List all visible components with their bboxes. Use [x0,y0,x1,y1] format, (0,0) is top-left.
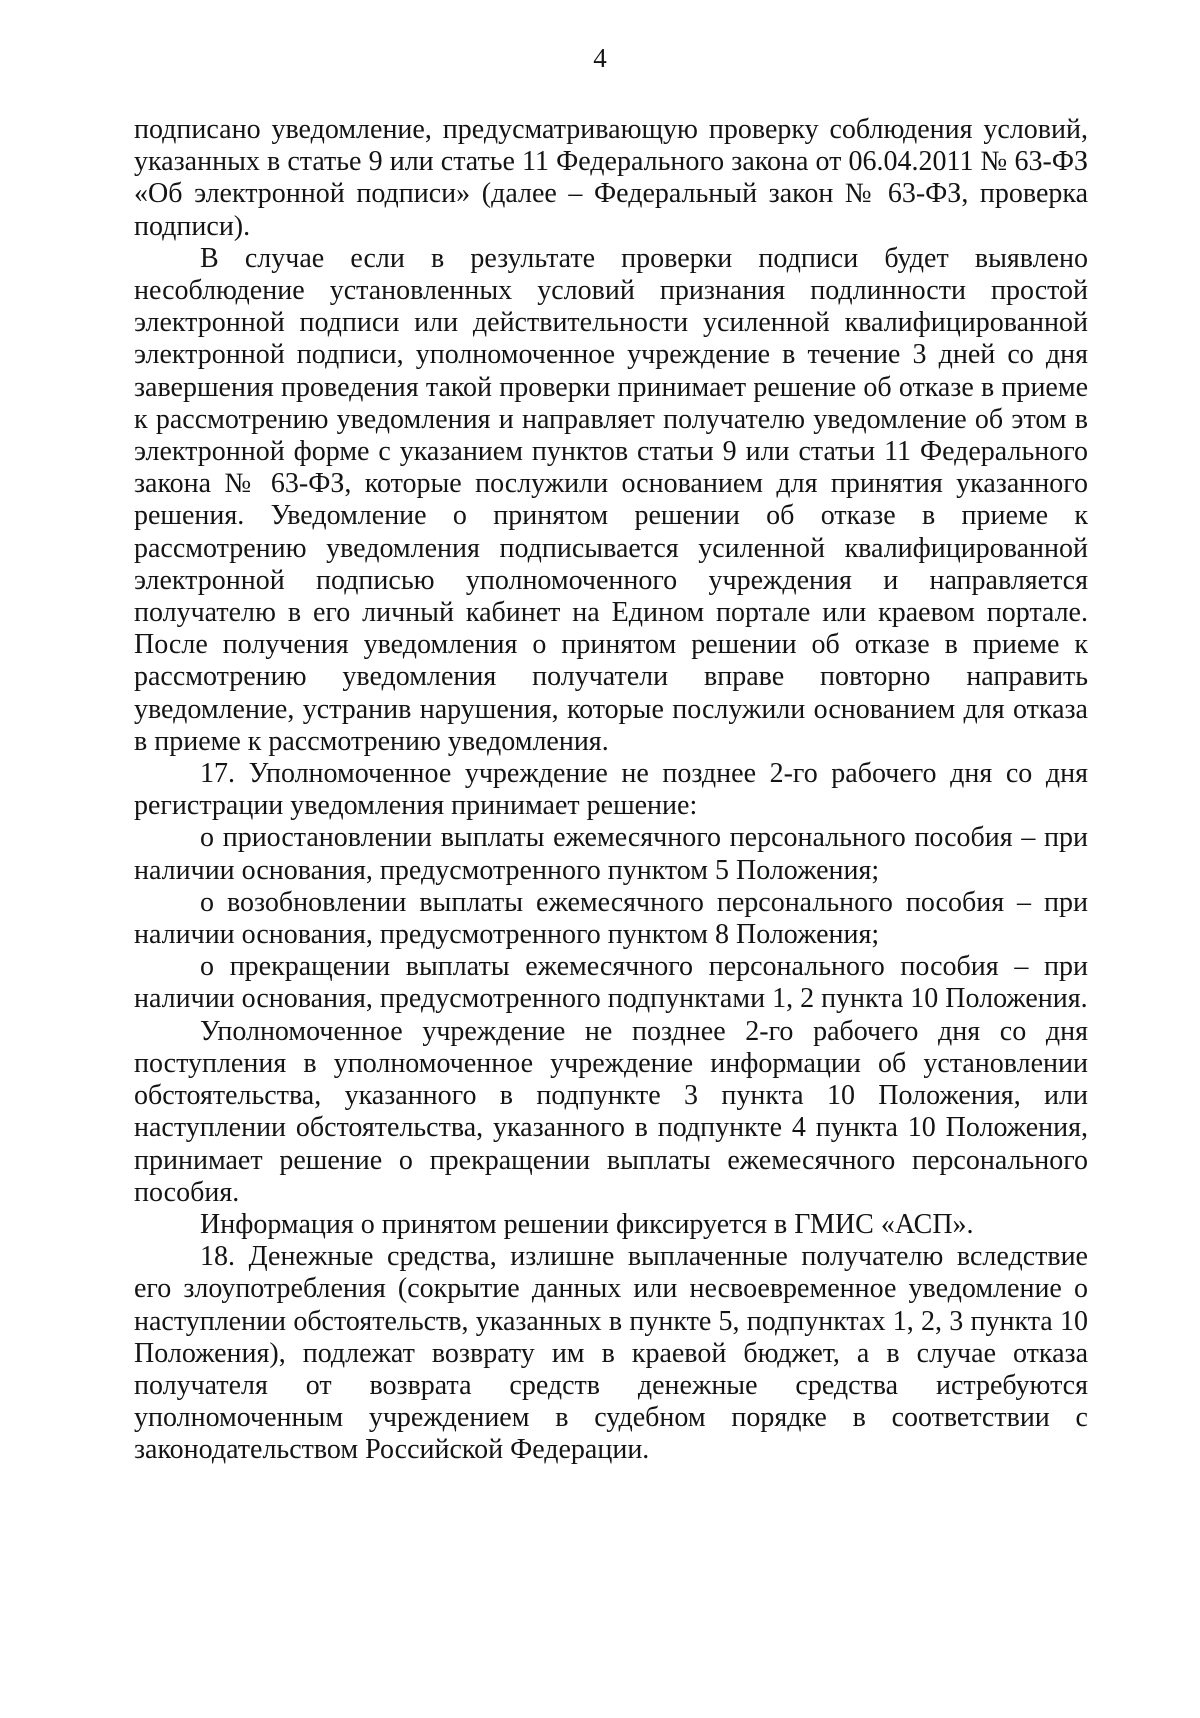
paragraph-17-termination-circumstances: Уполномоченное учреждение не позднее 2-го рабочего дня со дня поступления в уполномоченное учреждение информации об установлении обстоятельства, указанного в подпункте 3 пункта 10 Положения, или наступлении обстоятельства, указанного в подпункте 4 пункта 10 Положения, принимает решение о прекращении выплаты ежемесячного персонального пособия. [134,1015,1088,1208]
paragraph-17-resumption: о возобновлении выплаты ежемесячного персонального пособия – при наличии основания, предусмотренного пунктом 8 Положения; [134,886,1088,951]
paragraph-17-suspension: о приостановлении выплаты ежемесячного персонального пособия – при наличии основания, предусмотренного пунктом 5 Положения; [134,822,1088,886]
paragraph-1-continuation: подписано уведомление, предусматривающую проверку соблюдения условий, указанных в статье 9 или статье 11 Федерального закона от 06.04.2011 № 63-ФЗ «Об электронной подписи» (далее – Федеральный закон № 63-ФЗ, проверка подписи). [134,114,1088,242]
paragraph-18: 18. Денежные средства, излишне выплаченные получателю вследствие его злоупотребления (сокрытие данных или несвоевременное уведомление о наступлении обстоятельств, указанных в пункте 5, подпунктах 1, 2, 3 пункта 10 Положения), подлежат возврату им в краевой бюджет, а в случае отказа получателя от возврата средств денежные средства истребуются уполномоченным учреждением в судебном порядке в соответствии с законодательством Российской Федерации. [134,1241,1088,1466]
page-number: 4 [593,43,607,73]
paragraph-17-termination: о прекращении выплаты ежемесячного персонального пособия – при наличии основания, предусмотренного подпунктами 1, 2 пункта 10 Положения. [134,951,1088,1015]
paragraph-17-gmis-record: Информация о принятом решении фиксируется в ГМИС «АСП». [200,1208,974,1240]
paragraph-signature-check-failure: В случае если в результате проверки подписи будет выявлено несоблюдение установленных условий признания подлинности простой электронной подписи или действительности усиленной квалифицированной электронной подписи, уполномоченное учреждение в течение 3 дней со дня завершения проведения такой проверки принимает решение об отказе в приеме к рассмотрению уведомления и направляет получателю уведомление об этом в электронной форме с указанием пунктов статьи 9 или статьи 11 Федерального закона № 63-ФЗ, которые послужили основанием для принятия указанного решения. Уведомление о принятом решении об отказе в приеме к рассмотрению уведомления подписывается усиленной квалифицированной электронной подписью уполномоченного учреждения и направляется получателю в его личный кабинет на Едином портале или краевом портале. После получения уведомления о принятом решении об отказе в приеме к рассмотрению уведомления получатели вправе повторно направить уведомление, устранив нарушения, которые послужили основанием для отказа в приеме к рассмотрению уведомления. [134,242,1088,757]
document-body [134,114,1088,1467]
paragraph-17: 17. Уполномоченное учреждение не позднее 2-го рабочего дня со дня регистрации уведомления принимает решение: [134,758,1088,822]
